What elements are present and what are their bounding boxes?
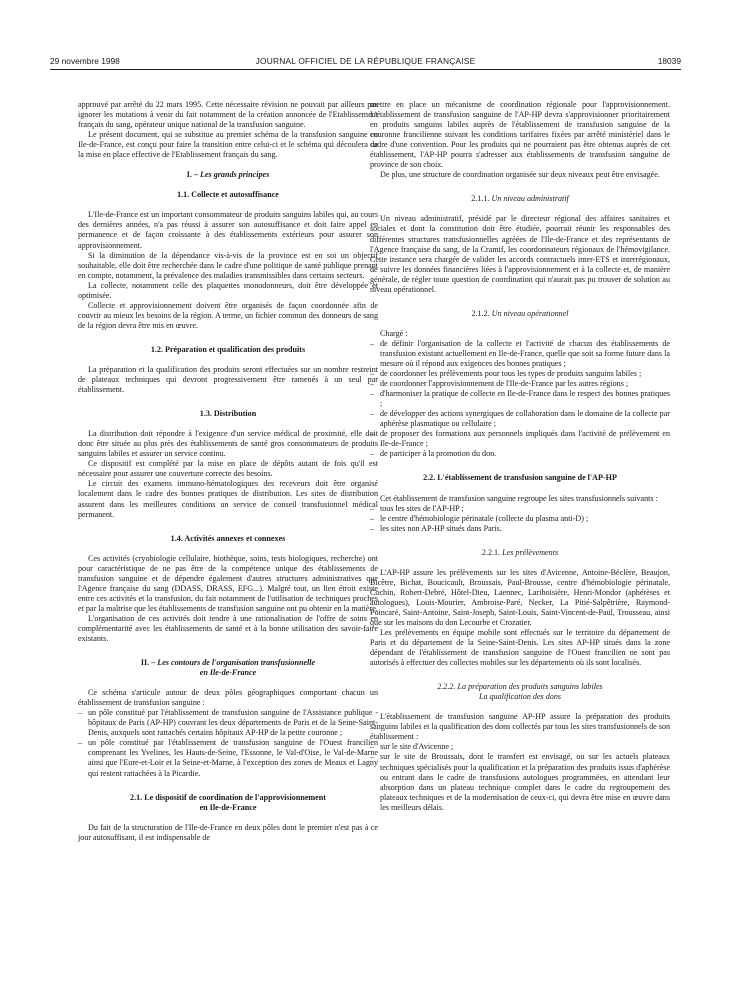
paragraph: Du fait de la structuration de l'Ile-de-France en deux pôles dont le premier n'est pas à ce jour autosuffisant, il est indispensable de — [78, 822, 378, 842]
subsection-heading — [78, 793, 378, 813]
subsection-title: en Ile-de-France — [199, 802, 257, 812]
subsubsection-number: 2.2.1. — [481, 547, 503, 557]
subsubsection-title: La qualification des dons — [478, 692, 562, 702]
list-item: – les sites non AP-HP situés dans Paris. — [370, 524, 670, 534]
section-number: I. – — [186, 170, 200, 180]
subsubsection-number: 2.1.1. — [471, 194, 492, 204]
subsection-heading: 2.2. L'établissement de transfusion sanguine de l'AP-HP — [423, 473, 617, 483]
list-item: – d'harmoniser la pratique de collecte en Ile-de-France dans le respect des bonnes pratiques ; — [370, 389, 670, 409]
paragraph: Le circuit des examens immuno-hématologiques des receveurs doit être organisé localement dans le cadre des bonnes pratiques de distribution. Les sites de distribution assurent dans les meilleures conditions un service de conseil transfusionnel médical permanent. — [78, 479, 378, 519]
page-header — [50, 56, 681, 70]
list-item: – sur le site d'Avicenne ; — [370, 742, 670, 752]
section-title: Les contours de l'organisation transfusionnelle — [157, 658, 316, 668]
subsubsection-heading — [370, 682, 670, 702]
subsubsection-title: 2.2.2. La préparation des produits sanguins labiles — [437, 682, 603, 692]
section-heading — [78, 658, 378, 678]
paragraph: La préparation et la qualification des produits seront effectuées sur un nombre restreint de plateaux techniques qui devront progressivement être ramenés à un seul par établissement. — [78, 364, 378, 395]
left-column — [78, 100, 378, 843]
subsubsection-title: Les prélèvements — [502, 547, 559, 557]
list-item: – de coordonner l'approvisionnement de l'Ile-de-France par les autres régions ; — [370, 379, 670, 389]
subsubsection-heading — [370, 309, 670, 319]
paragraph: Collecte et approvisionnement doivent être organisés de façon coordonnée afin de couvrir au mieux les besoins de la région. A terme, un fichier commun des donneurs de sang de la région devra être mis en œuvre. — [78, 300, 378, 330]
paragraph: La collecte, notamment celle des plaquettes monodonneurs, doit être développée et optimisée. — [78, 280, 378, 300]
paragraph: Chargé : — [380, 328, 408, 338]
paragraph: L'organisation de ces activités doit tendre à une rationalisation de l'offre de soins en complémentarité avec les établissements de santé et à la bonne utilisation des savoir-faire existants. — [78, 613, 378, 644]
header-date: 29 novembre 1998 — [50, 56, 120, 66]
paragraph: Cet établissement de transfusion sanguine regroupe les sites transfusionnels suivants : — [380, 493, 658, 503]
list-item: – un pôle constitué par l'établissement de transfusion sanguine de l'Ouest francilien comprenant les Yvelines, les Hauts-de-Seine, l'Essonne, le Val-d'Oise, le Val-de-Marne ainsi que l'Eure-et-Loir et la Seine-et-Marne, à l'exception des zones de Meaux et Lagny qui restent rattachées à la Picardie. — [78, 738, 378, 778]
paragraph: Un niveau administratif, présidé par le directeur régional des affaires sanitaires et sociales et dont la constitution doit être étudiée, pourrait réunir les responsables des différentes structures transfusionnelles agréées de l'Ile-de-France et des représentants de l'Agence française du sang, de la Cramif, les coordonnateurs régionaux de l'hémovigilance. Cette instance sera chargée de valider les accords contractuels inter-ETS et interrégionaux, de suivre les données financières liées à l'approvisionnement et à la collecte et, de manière générale, de régler toute question de coordination qui n'aurait pas pu trouver de solution au niveau opérationnel. — [370, 214, 670, 294]
bullet-list — [370, 339, 670, 460]
paragraph: L'AP-HP assure les prélèvements sur les sites d'Avicenne, Antoine-Béclère, Beaujon, Bicêtre, Bichat, Boucicault, Broussais, Paul-Brousse, centre d'hémobiologie périnatale, Cochin, Robert-Debré, Hôtel-Dieu, Laennec, Lariboisière, Henri-Mondor (aphérèses et autologues), Louis-Mourier, Ambroise-Paré, Necker, La Pitié-Salpêtrière, Raymond-Poincaré, Saint-Antoine, Saint-Joseph, Saint-Louis, Saint-Vincent-de-Paul, Trousseau, ainsi que sur les maisons du don Lecourbe et Crozatier. — [370, 567, 670, 627]
paragraph: mettre en place un mécanisme de coordination régionale pour l'approvisionnement. L'établissement de transfusion sanguine de l'AP-HP devra s'approvisionner prioritairement en produits sanguins labiles auprès de l'établissement de transfusion sanguine de la couronne francilienne suivant les conditions tarifaires fixées par arrêté ministériel dans le cadre d'une convention. Pour les produits qui ne pourraient pas être obtenus auprès de cet établissement, l'AP-HP pourra s'adresser aux établissements de transfusion sanguine de province de son choix. — [370, 100, 670, 170]
paragraph: Si la diminution de la dépendance vis-à-vis de la province est en soi un objectif souhaitable, elle doit être recherchée dans le cadre d'une politique de santé publique prenant en compte, notamment, la prévalence des maladies transmissibles dans certains secteurs. — [78, 250, 378, 280]
paragraph: Ces activités (cryobiologie cellulaire, biothèque, soins, tests biologiques, recherche) ont pour caractéristique de ne pas être de la compétence unique des établissements de transfusion sanguine et de dépendre également d'autres structures administratives que l'Agence française du sang (DDASS, DRASS, EFG...). Malgré tout, un lien étroit existe entre ces activités et la transfusion, du fait notamment de l'utilisation de techniques proches et par la maîtrise que les établissements de transfusion sanguine ont pu obtenir en la matière. — [78, 553, 378, 613]
section-heading — [78, 170, 378, 180]
paragraph: Les prélèvements en équipe mobile sont effectués sur le territoire du département de Paris et du département de la Seine-Saint-Denis. Les sites AP-HP situés dans la zone dépendant de l'établissement de transfusion sanguine de l'Ouest francilien ne sont pas autorisés à effectuer des collectes mobiles sur les départements où ils sont localisés. — [370, 628, 670, 668]
subsection-heading: 1.3. Distribution — [199, 409, 257, 419]
header-rule — [50, 69, 681, 70]
paragraph: Ce dispositif est complété par la mise en place de dépôts autant de fois qu'il est nécessaire pour assurer une couverture correcte des besoins. — [78, 459, 378, 479]
subsubsection-number: 2.1.2. — [471, 308, 492, 318]
subsubsection-title: Un niveau opérationnel — [491, 308, 569, 318]
list-item: – tous les sites de l'AP-HP ; — [370, 504, 670, 514]
header-journal-title: JOURNAL OFFICIEL DE LA RÉPUBLIQUE FRANÇAISE — [255, 56, 476, 66]
subsubsection-title: Un niveau administratif — [491, 194, 569, 204]
paragraph: L'établissement de transfusion sanguine AP-HP assure la préparation des produits sanguins labiles et la qualification des dons collectés par tous les sites transfusionnels de son établissement : — [370, 712, 670, 742]
header-page-number: 18039 — [657, 56, 681, 66]
list-item: – de définir l'organisation de la collecte et l'activité de chacun des établissements de transfusion existant actuellement en Ile-de-France, quelle que soit sa forme future dans la mesure où il répond aux exigences des bonnes pratiques ; — [370, 339, 670, 369]
list-item: – de développer des actions synergiques de collaboration dans le domaine de la collecte par aphérèse plasmatique ou cellulaire ; — [370, 409, 670, 429]
bullet-list — [370, 504, 670, 534]
section-number: II. – — [140, 658, 158, 668]
paragraph: approuvé par arrêté du 22 mars 1995. Cette nécessaire révision ne pouvait par ailleurs pas ignorer les mutations à venir du fait notamment de la création annoncée de l'Etablissement français du sang, opérateur unique national de la transfusion sanguine. — [78, 100, 378, 130]
paragraph: Le présent document, qui se substitue au premier schéma de la transfusion sanguine en Ile-de-France, est conçu pour faire la transition entre celui-ci et le schéma qui découlera de la mise en place effective de l'Etablissement français du sang. — [78, 130, 378, 160]
list-item: – sur le site de Broussais, dont le transfert est envisagé, ou sur les actuels plateaux techniques spécialisés pour la qualification et la préparation des produits issus d'aphérèse ou entrant dans le cadre de transfusions autologues programmées, en attendant leur absorption dans un plateau technique complet dans le cadre du regroupement des plateaux techniques et de la modernisation de ceux-ci, qui devra être mise en œuvre dans les meilleurs délais. — [370, 752, 670, 812]
bullet-list — [78, 708, 378, 778]
paragraph: Ce schéma s'articule autour de deux pôles géographiques comportant chacun un établissement de transfusion sanguine : — [78, 688, 378, 708]
paragraph: L'Ile-de-France est un important consommateur de produits sanguins labiles qui, au cours des dernières années, n'a pas réussi à assurer son autosuffisance et doit faire appel en permanence et de façon croissante à des établissements extérieurs pour assurer son approvisionnement. — [78, 210, 378, 250]
subsection-heading: 1.1. Collecte et autosuffisance — [177, 190, 279, 200]
list-item: – un pôle constitué par l'établissement de transfusion sanguine de l'Assistance publique - hôpitaux de Paris (AP-HP) couvrant les deux départements de Paris et de la Seine-Saint-Denis, auxquels sont rattachés certains hôpitaux AP-HP de la petite couronne ; — [78, 708, 378, 738]
subsection-title: 2.1. Le dispositif de coordination de l'approvisionnement — [130, 792, 326, 802]
bullet-list — [370, 742, 670, 812]
list-item: – le centre d'hémobiologie périnatale (collecte du plasma anti-D) ; — [370, 514, 670, 524]
right-column — [370, 100, 670, 813]
paragraph: La distribution doit répondre à l'exigence d'un service médical de proximité, elle doit donc être située au plus près des établissements de santé gros consommateurs de produits sanguins labiles et assurer un service continu. — [78, 429, 378, 459]
subsection-heading: 1.4. Activités annexes et connexes — [170, 533, 286, 543]
list-item: – de proposer des formations aux personnels impliqués dans l'activité de prélèvement en Ile-de-France ; — [370, 429, 670, 449]
list-item: – de coordonner les prélèvements pour tous les types de produits sanguins labiles ; — [370, 369, 670, 379]
paragraph: De plus, une structure de coordination organisée sur deux niveaux peut être envisagée. — [380, 170, 660, 180]
subsubsection-heading — [370, 548, 670, 558]
subsubsection-heading — [370, 194, 670, 204]
section-title: Les grands principes — [200, 170, 270, 180]
subsection-heading: 1.2. Préparation et qualification des produits — [150, 344, 306, 354]
section-title: en Ile-de-France — [199, 668, 257, 678]
list-item: – de participer à la promotion du don. — [370, 449, 670, 459]
